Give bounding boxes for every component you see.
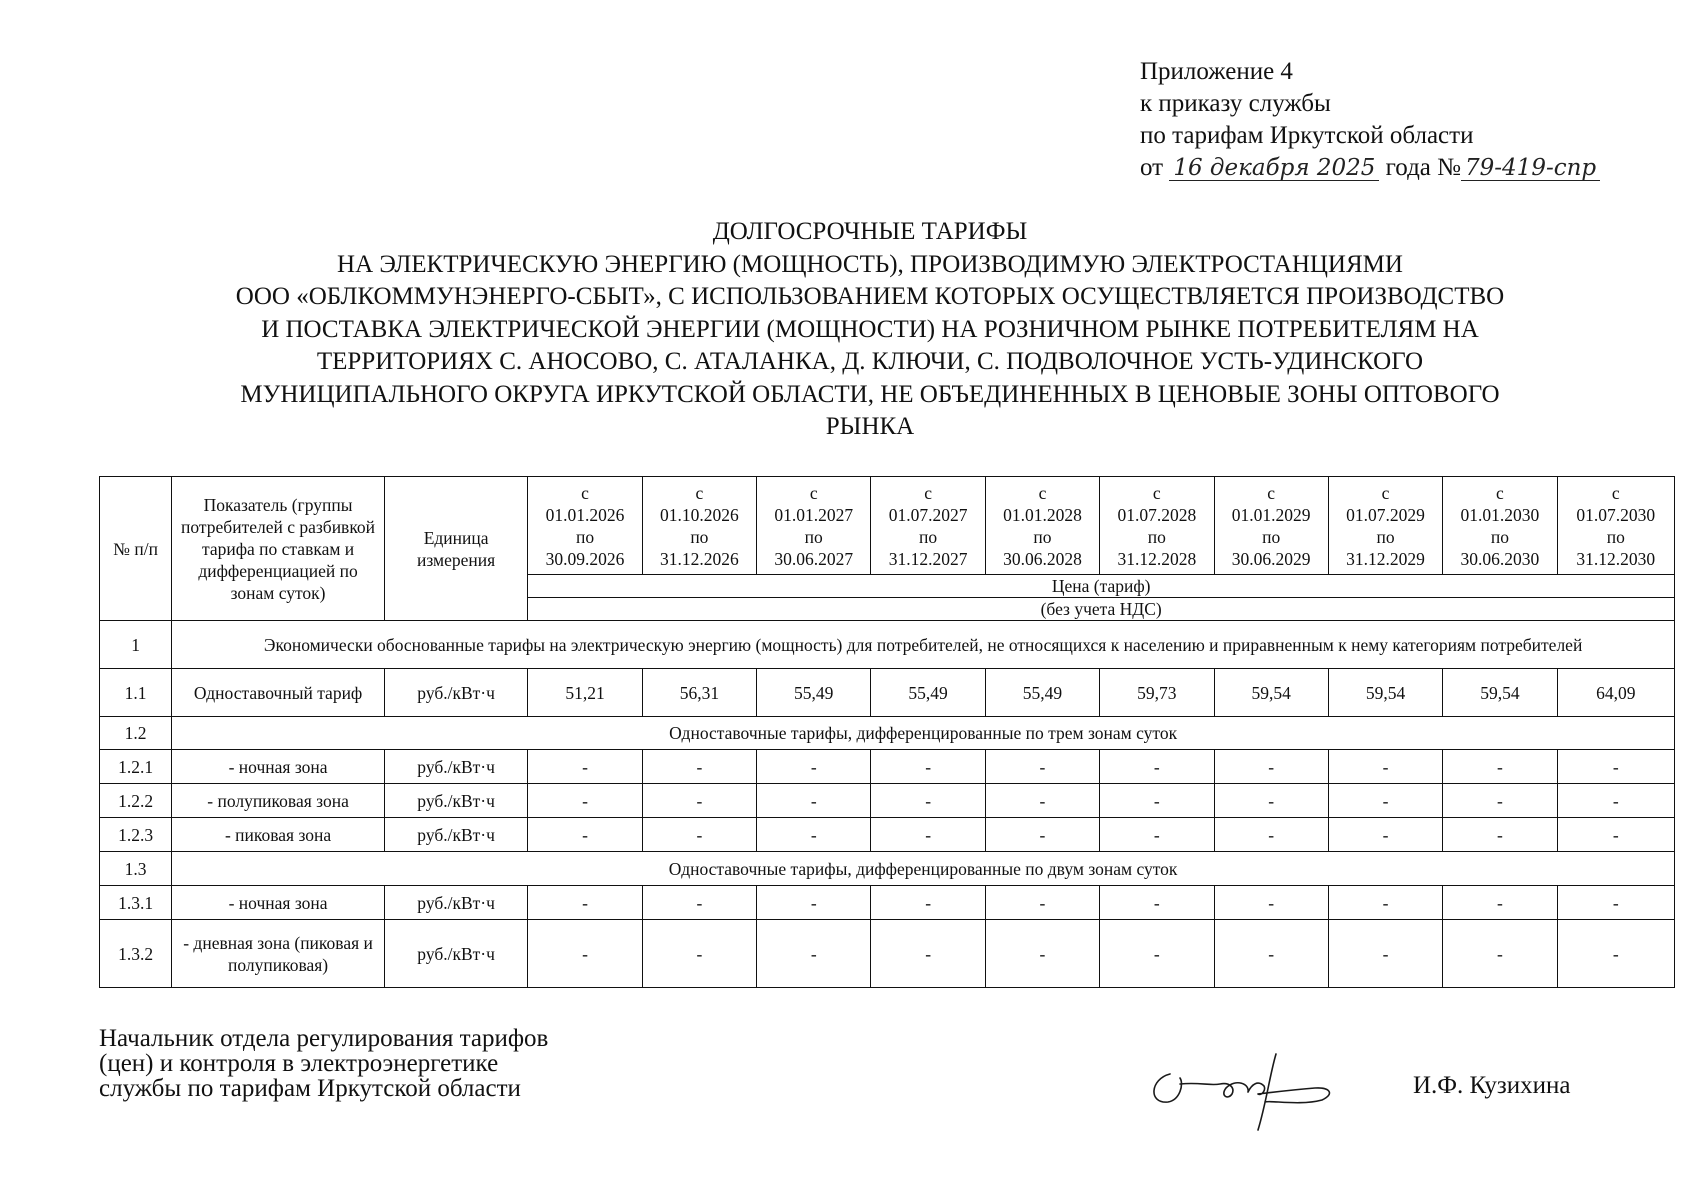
tariff-value: - [871, 784, 985, 818]
period-from-word: с [695, 482, 704, 503]
row-indicator: - пиковая зона [172, 818, 385, 852]
period-from-date: 01.07.2029 [1346, 504, 1425, 525]
table-row [100, 818, 1675, 852]
period-to-date: 31.12.2027 [888, 548, 968, 569]
tariff-value: - [871, 750, 985, 784]
tariff-value: - [1214, 818, 1328, 852]
tariff-value: 64,09 [1557, 669, 1674, 717]
tariff-value: - [1557, 818, 1674, 852]
tariff-value: - [1214, 920, 1328, 988]
period-header [1443, 477, 1557, 575]
row-indicator: - ночная зона [172, 750, 385, 784]
table-row [100, 750, 1675, 784]
tariff-value: - [871, 886, 985, 920]
row-number: 1.3.2 [100, 920, 172, 988]
period-from-date: 01.07.2030 [1576, 504, 1656, 525]
tariff-value: - [1443, 886, 1557, 920]
row-indicator: - полупиковая зона [172, 784, 385, 818]
title-line: ДОЛГОСРОЧНЫЕ ТАРИФЫ [712, 218, 1028, 245]
row-number: 1.3 [100, 852, 172, 886]
from-label: от [1140, 154, 1164, 181]
row-number: 1.1 [100, 669, 172, 717]
title-line: РЫНКА [825, 413, 915, 440]
tariff-value: - [528, 920, 642, 988]
section-title: Одноставочные тарифы, дифференцированные по двум зонам суток [172, 852, 1675, 886]
tariff-value: 55,49 [871, 669, 985, 717]
tariff-value: - [985, 750, 1099, 784]
section-title: Одноставочные тарифы, дифференцированные по трем зонам суток [172, 717, 1675, 750]
tariff-value: - [757, 886, 871, 920]
period-to-word: по [1262, 526, 1281, 547]
title-line: ООО «ОБЛКОММУНЭНЕРГО-СБЫТ», С ИСПОЛЬЗОВАНИЕМ КОТОРЫХ ОСУЩЕСТВЛЯЕТСЯ ПРОИЗВОДСТВО [235, 283, 1505, 310]
tariff-value: - [757, 784, 871, 818]
tariff-value: - [1443, 920, 1557, 988]
table-row [100, 669, 1675, 717]
period-from-word: с [1611, 482, 1620, 503]
row-number: 1.2.1 [100, 750, 172, 784]
period-to-date: 31.12.2029 [1346, 548, 1425, 569]
tariff-value: - [1328, 920, 1442, 988]
tariff-value: - [1557, 886, 1674, 920]
tariff-value: - [757, 818, 871, 852]
period-from-date: 01.01.2028 [1003, 504, 1082, 525]
appendix-line: Приложение 4 [1140, 58, 1293, 85]
tariffs-table [99, 476, 1675, 988]
tariff-value: - [528, 750, 642, 784]
tariff-value: - [985, 818, 1099, 852]
position-line: (цен) и контроля в электроэнергетике [99, 1050, 499, 1077]
row-indicator: - дневная зона (пиковая и полупиковая) [172, 920, 385, 988]
tariff-value: - [757, 750, 871, 784]
tariff-value: - [528, 784, 642, 818]
handwritten-date: 16 декабря 2025 [1169, 156, 1379, 181]
row-number: 1.2.3 [100, 818, 172, 852]
section-row [100, 717, 1675, 750]
period-to-date: 31.12.2028 [1117, 548, 1197, 569]
period-from-date: 01.01.2027 [774, 504, 854, 525]
row-unit: руб./кВт·ч [384, 818, 527, 852]
period-from-word: с [1038, 482, 1047, 503]
tariff-value: - [642, 750, 756, 784]
period-header [757, 477, 871, 575]
col-unit-header: Единица измерения [384, 477, 527, 621]
tariff-value: - [1100, 818, 1214, 852]
period-header [985, 477, 1099, 575]
period-from-word: с [1267, 482, 1276, 503]
tariff-value: - [642, 818, 756, 852]
year-word: года № [1385, 154, 1462, 181]
tariff-value: - [1557, 750, 1674, 784]
tariff-value: - [1557, 920, 1674, 988]
tariff-value: - [1443, 784, 1557, 818]
header-row [100, 477, 1675, 575]
price-label: Цена (тариф) [528, 575, 1675, 598]
period-from-word: с [924, 482, 932, 503]
tariff-value: - [985, 886, 1099, 920]
tariff-value: - [1100, 920, 1214, 988]
period-to-word: по [1490, 526, 1509, 547]
period-to-date: 30.06.2027 [774, 548, 854, 569]
tariff-value: 55,49 [985, 669, 1099, 717]
tariff-value: - [1214, 784, 1328, 818]
section-row [100, 852, 1675, 886]
period-to-date: 30.06.2029 [1231, 548, 1311, 569]
tariff-value: - [757, 920, 871, 988]
tariff-value: - [985, 920, 1099, 988]
period-from-date: 01.01.2030 [1460, 504, 1540, 525]
period-from-date: 01.01.2029 [1231, 504, 1311, 525]
tariff-value: 59,73 [1100, 669, 1214, 717]
period-to-word: по [575, 526, 595, 547]
period-from-word: с [1152, 482, 1161, 503]
title-line: МУНИЦИПАЛЬНОГО ОКРУГА ИРКУТСКОЙ ОБЛАСТИ, НЕ ОБЪЕДИНЕННЫХ В ЦЕНОВЫЕ ЗОНЫ ОПТОВОГО [240, 380, 1500, 408]
period-to-word: по [1606, 526, 1625, 547]
row-number: 1.3.1 [100, 886, 172, 920]
period-from-word: с [809, 482, 818, 503]
period-to-date: 30.06.2030 [1460, 548, 1540, 569]
tariff-value: - [1214, 886, 1328, 920]
period-to-word: по [919, 526, 938, 547]
tariff-value: - [642, 784, 756, 818]
period-to-date: 31.12.2026 [660, 548, 739, 569]
table-row [100, 920, 1675, 988]
row-number: 1.2.2 [100, 784, 172, 818]
period-to-date: 30.09.2026 [545, 548, 625, 569]
tariff-value: - [1557, 784, 1674, 818]
tariff-value: - [1214, 750, 1328, 784]
period-to-word: по [690, 526, 709, 547]
period-from-date: 01.07.2028 [1117, 504, 1197, 525]
tariff-value: - [1328, 818, 1442, 852]
tariff-value: - [1443, 750, 1557, 784]
period-from-date: 01.01.2026 [545, 504, 625, 525]
period-to-word: по [804, 526, 823, 547]
tariff-value: 59,54 [1443, 669, 1557, 717]
signer-name: И.Ф. Кузихина [1413, 1072, 1571, 1099]
tariff-value: - [1100, 784, 1214, 818]
row-unit: руб./кВт·ч [384, 886, 527, 920]
tariff-value: - [985, 784, 1099, 818]
appendix-line: к приказу службы [1140, 90, 1331, 117]
tariff-value: - [642, 886, 756, 920]
tariff-value: - [1443, 818, 1557, 852]
col-indicator-header: Показатель (группы потребителей с разбивкой тарифа по ставкам и дифференциацией по зонам суток) [172, 477, 385, 621]
row-unit: руб./кВт·ч [384, 669, 527, 717]
period-header [1100, 477, 1214, 575]
position-line: Начальник отдела регулирования тарифов [99, 1025, 549, 1052]
tariff-value: 55,49 [757, 669, 871, 717]
row-indicator: Одноставочный тариф [172, 669, 385, 717]
appendix-block [1140, 56, 1600, 184]
period-from-word: с [1381, 482, 1390, 503]
handwritten-number: 79-419-спр [1461, 156, 1600, 181]
signatory-position [99, 1026, 548, 1101]
tariff-value: - [1328, 750, 1442, 784]
order-date-line [1140, 152, 1600, 184]
row-unit: руб./кВт·ч [384, 920, 527, 988]
table-row [100, 886, 1675, 920]
period-header [1557, 477, 1674, 575]
tariff-value: - [1328, 886, 1442, 920]
table-row [100, 784, 1675, 818]
row-unit: руб./кВт·ч [384, 784, 527, 818]
tariff-value: - [642, 920, 756, 988]
period-header [642, 477, 756, 575]
tariff-value: - [528, 886, 642, 920]
tariff-value: 59,54 [1214, 669, 1328, 717]
period-header [1328, 477, 1442, 575]
section-row [100, 621, 1675, 669]
row-indicator: - ночная зона [172, 886, 385, 920]
period-to-date: 30.06.2028 [1003, 548, 1082, 569]
section-title: Экономически обоснованные тарифы на электрическую энергию (мощность) для потребителей, не относящихся к населению и приравненным к нему категориям потребителей [172, 621, 1675, 669]
row-unit: руб./кВт·ч [384, 750, 527, 784]
document-title [100, 216, 1640, 444]
period-to-date: 31.12.2030 [1576, 548, 1656, 569]
appendix-line: по тарифам Иркутской области [1140, 122, 1474, 149]
period-from-word: с [581, 482, 589, 503]
title-line: ТЕРРИТОРИЯХ С. АНОСОВО, С. АТАЛАНКА, Д. КЛЮЧИ, С. ПОДВОЛОЧНОЕ УСТЬ-УДИНСКОГО [316, 348, 1424, 375]
tariff-value: 51,21 [528, 669, 642, 717]
tariff-value: - [1100, 886, 1214, 920]
vat-label: (без учета НДС) [528, 598, 1675, 621]
tariff-value: - [1328, 784, 1442, 818]
period-from-date: 01.07.2027 [888, 504, 968, 525]
period-from-date: 01.10.2026 [660, 504, 739, 525]
period-to-word: по [1033, 526, 1052, 547]
tariff-value: - [871, 818, 985, 852]
tariff-value: 56,31 [642, 669, 756, 717]
tariff-value: 59,54 [1328, 669, 1442, 717]
period-header [528, 477, 642, 575]
tariff-value: - [528, 818, 642, 852]
period-to-word: по [1376, 526, 1395, 547]
title-line: НА ЭЛЕКТРИЧЕСКУЮ ЭНЕРГИЮ (МОЩНОСТЬ), ПРОИЗВОДИМУЮ ЭЛЕКТРОСТАНЦИЯМИ [337, 250, 1403, 278]
position-line: службы по тарифам Иркутской области [99, 1075, 521, 1102]
period-header [1214, 477, 1328, 575]
period-to-word: по [1147, 526, 1166, 547]
row-number: 1 [100, 621, 172, 669]
period-header [871, 477, 985, 575]
tariff-value: - [1100, 750, 1214, 784]
row-number: 1.2 [100, 717, 172, 750]
col-num-header: № п/п [100, 477, 172, 621]
title-line: И ПОСТАВКА ЭЛЕКТРИЧЕСКОЙ ЭНЕРГИИ (МОЩНОСТИ) НА РОЗНИЧНОМ РЫНКЕ ПОТРЕБИТЕЛЯМ НА [261, 315, 1479, 343]
handwritten-signature [1140, 1044, 1340, 1134]
tariff-value: - [871, 920, 985, 988]
period-from-word: с [1496, 482, 1504, 503]
